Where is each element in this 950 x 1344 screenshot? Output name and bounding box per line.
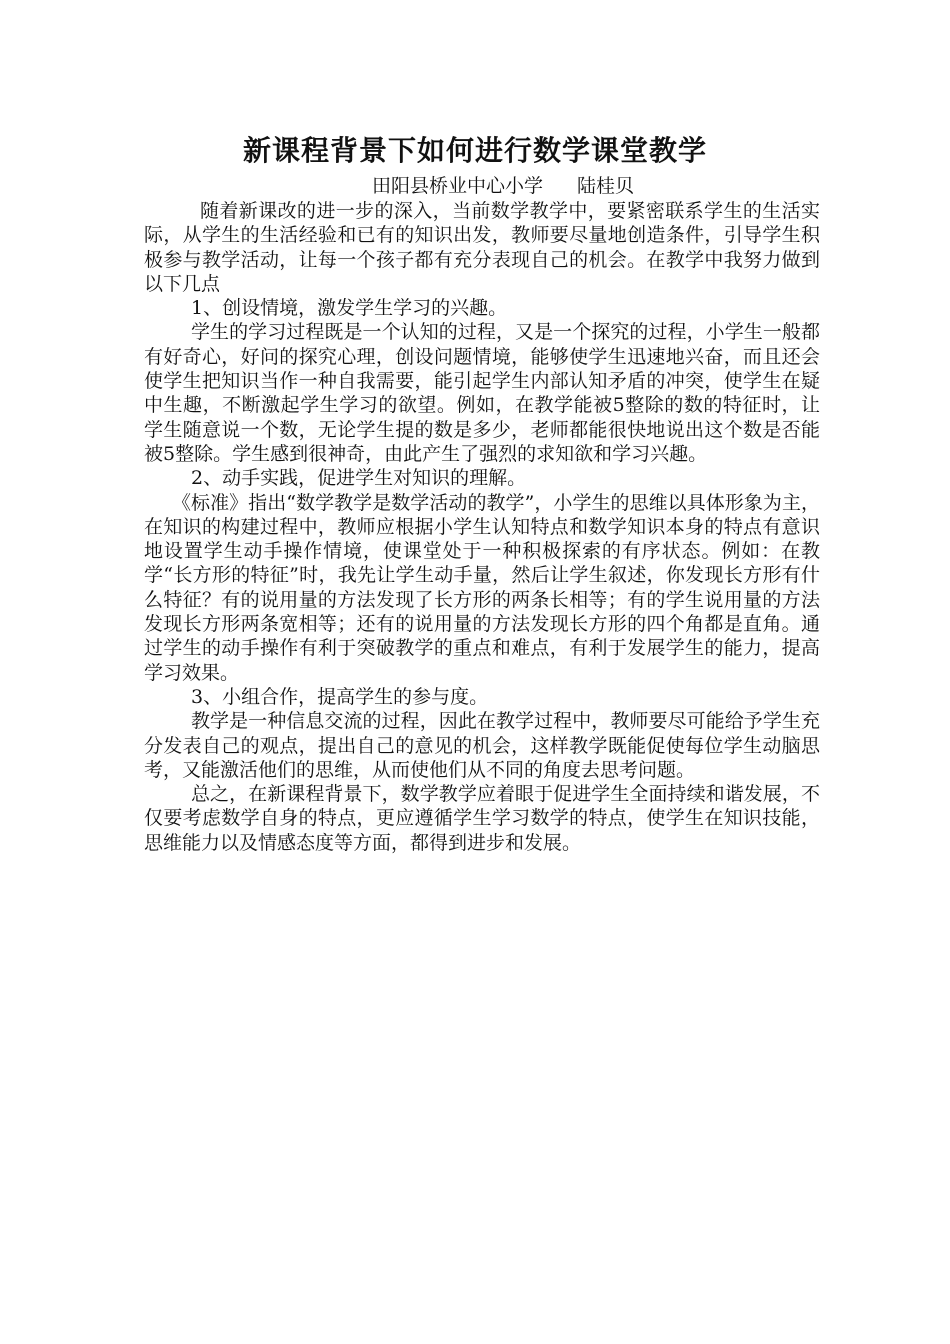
section-paragraph-2: 《标准》指出“数学教学是数学活动的教学”，小学生的思维以具体形象为主，在知识的构建过程中，教师应根据小学生认知特点和数学知识本身的特点有意识地设置学生动手操作情境，使课堂处于一种积极探索的有序状态。例如：在教学“长方形的特征”时，我先让学生动手量，然后让学生叙述，你发现长方形有什么特征？有的说用量的方法发现了长方形的两条长相等；有的学生说用量的方法发现长方形两条宽相等；还有的说用量的方法发现长方形的四个角都是直角。通过学生的动手操作有利于突破教学的重点和难点，有利于发展学生的能力，提高学习效果。 <box>144 491 820 684</box>
section-paragraph-3: 教学是一种信息交流的过程，因此在教学过程中，教师要尽可能给予学生充分发表自己的观点，提出自己的意见的机会，这样教学既能促使每位学生动脑思考，又能激活他们的思维，从而使他们从不同的角度去思考问题。 <box>144 710 820 781</box>
byline <box>372 174 634 198</box>
document-title: 新课程背景下如何进行数学课堂教学 <box>242 134 707 167</box>
conclusion-paragraph: 总之，在新课程背景下，数学教学应着眼于促进学生全面持续和谐发展，不仅要考虑数学自身的特点，更应遵循学生学习数学的特点，使学生在知识技能，思维能力以及情感态度等方面，都得到进步和发展。 <box>144 783 820 854</box>
section-paragraph-1: 学生的学习过程既是一个认知的过程，又是一个探究的过程，小学生一般都有好奇心，好问的探究心理，创设问题情境，能够使学生迅速地兴奋，而且还会使学生把知识当作一种自我需要，能引起学生内部认知矛盾的冲突，使学生在疑中生趣，不断激起学生学习的欲望。例如，在教学能被5整除的数的特征时，让学生随意说一个数，无论学生提的数是多少，老师都能很快地说出这个数是否能被5整除。学生感到很神奇，由此产生了强烈的求知欲和学习兴趣。 <box>144 321 820 465</box>
school-name: 田阳县桥业中心小学 <box>372 175 544 197</box>
section-heading-1: 1、创设情境，激发学生学习的兴趣。 <box>191 297 508 320</box>
section-heading-2: 2、动手实践，促进学生对知识的理解。 <box>191 467 527 490</box>
intro-paragraph: 随着新课改的进一步的深入，当前数学教学中，要紧密联系学生的生活实际，从学生的生活经验和已有的知识出发，教师要尽量地创造条件，引导学生积极参与教学活动，让每一个孩子都有充分表现自己的机会。在教学中我努力做到以下几点 <box>144 200 820 295</box>
author-name: 陆桂贝 <box>577 175 635 197</box>
document-body <box>144 199 820 855</box>
section-heading-3: 3、小组合作，提高学生的参与度。 <box>191 685 489 708</box>
